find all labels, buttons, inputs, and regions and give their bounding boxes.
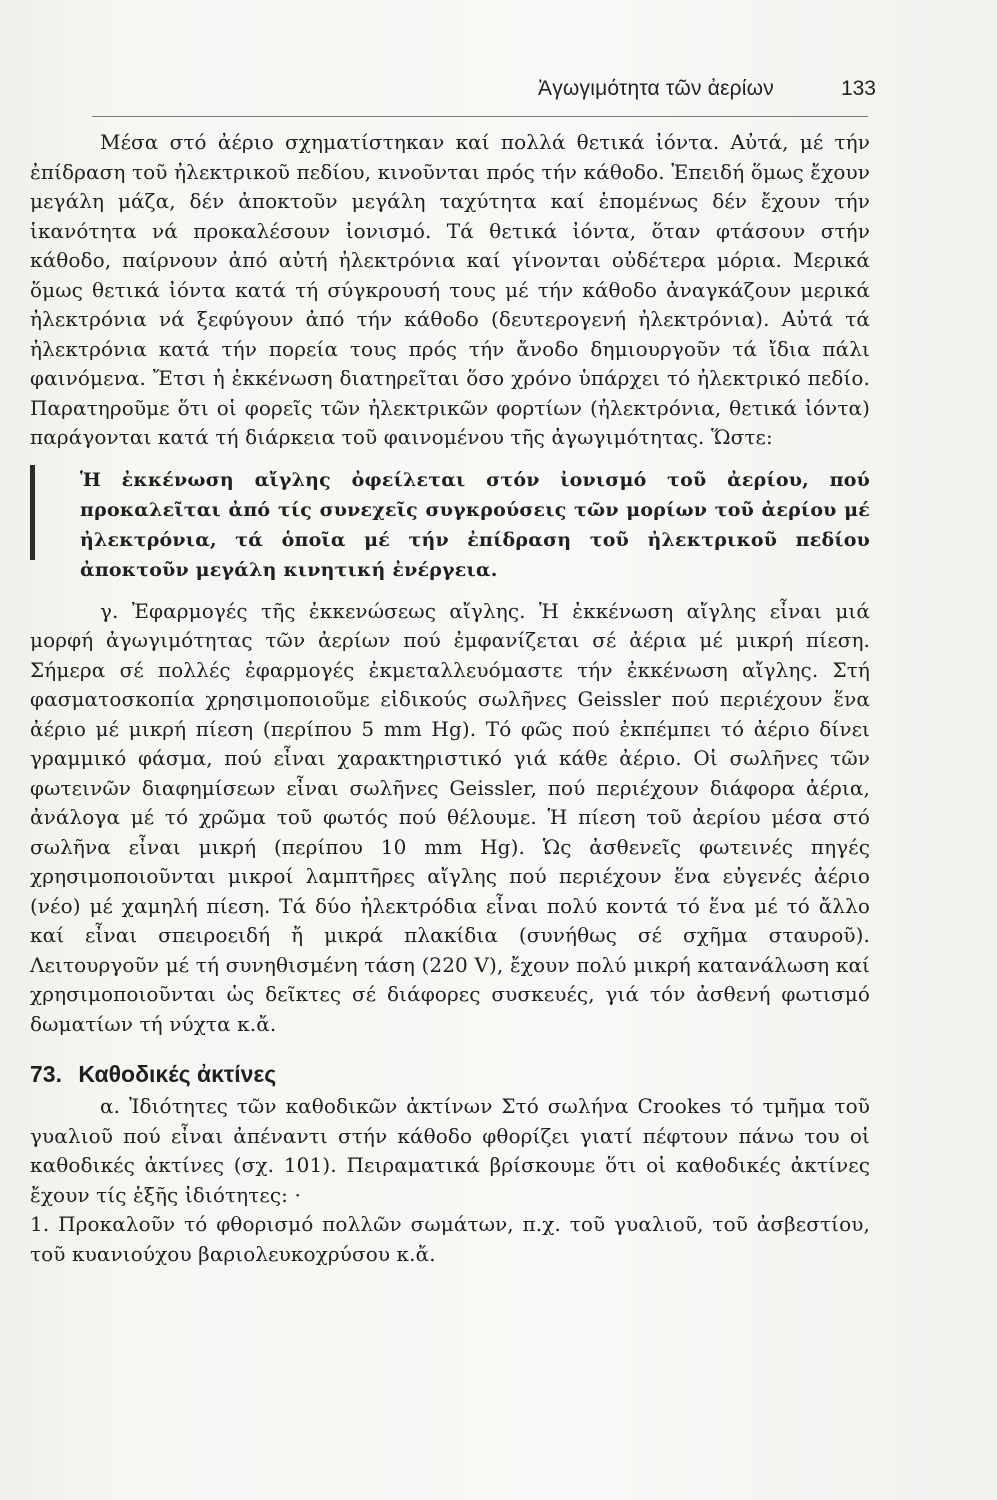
header-title: Ἀγωγιμότητα τῶν ἀερίων (538, 77, 774, 100)
highlight-bar (30, 465, 35, 560)
page-body (30, 128, 870, 1269)
header-rule (92, 116, 868, 117)
section-number: 73. (30, 1061, 62, 1087)
paragraph-1: Μέσα στό ἀέριο σχηματίστηκαν καί πολλά θετικά ἰόντα. Αὐτά, μέ τήν ἐπίδραση τοῦ ἠλεκτρικοῦ πεδίου, κινοῦνται πρός τήν κάθοδο. Ἐπειδή ὅμως ἔχουν μεγάλη μάζα, δέν ἀποκτοῦν μεγάλη ταχύτητα καί ἑπομένως δέν ἔχουν τήν ἱκανότητα νά προκαλέσουν ἰονισμό. Τά θετικά ἰόντα, ὅταν φτάσουν στήν κάθοδο, παίρνουν ἀπό αὐτή ἠλεκτρόνια καί γίνονται οὐδέτερα μόρια. Μερικά ὅμως θετικά ἰόντα κατά τή σύγκρουσή τους μέ τήν κάθοδο ἀναγκάζουν μερικά ἠλεκτρόνια νά ξεφύγουν ἀπό τήν κάθοδο (δευτερογενή ἠλεκτρόνια). Αὐτά τά ἠλεκτρόνια κατά τήν πορεία τους πρός τήν ἄνοδο δημιουργοῦν τά ἴδια πάλι φαινόμενα. Ἔτσι ἡ ἐκκένωση διατηρεῖται ὅσο χρόνο ὑπάρχει τό ἠλεκτρικό πεδίο. Παρατηροῦμε ὅτι οἱ φορεῖς τῶν ἠλεκτρικῶν φορτίων (ἠλεκτρόνια, θετικά ἰόντα) παράγονται κατά τή διάρκεια τοῦ φαινομένου τῆς ἀγωγιμότητας. Ὥστε: (30, 130, 870, 449)
page-header (520, 75, 880, 105)
highlight-box (30, 465, 870, 585)
section-heading (30, 1061, 870, 1088)
page-number: 133 (840, 77, 876, 100)
highlight-text: Ἡ ἐκκένωση αἴγλης ὀφείλεται στόν ἰονισμό τοῦ ἀερίου, πού προκαλεῖται ἀπό τίς συνεχεῖς συγκρούσεις τῶν μορίων τοῦ ἀερίου μέ ἠλεκτρόνια, τά ὁποῖα μέ τήν ἐπίδραση τοῦ ἠλεκτρικοῦ πεδίου ἀποκτοῦν μεγάλη κινητική ἐνέργεια. (80, 468, 870, 581)
paragraph-2: γ. Ἐφαρμογές τῆς ἐκκενώσεως αἴγλης. Ἡ ἐκκένωση αἴγλης εἶναι μιά μορφή ἀγωγιμότητας τῶν ἀερίων πού ἐμφανίζεται σέ ἀέρια μέ μικρή πίεση. Σήμερα σέ πολλές ἐφαρμογές ἐκμεταλλευόμαστε τήν ἐκκένωση αἴγλης. Στή φασματοσκοπία χρησιμοποιοῦμε εἰδικούς σωλῆνες Geissler πού περιέχουν ἕνα ἀέριο μέ μικρή πίεση (περίπου 5 mm Hg). Τό φῶς πού ἐκπέμπει τό ἀέριο δίνει γραμμικό φάσμα, πού εἶναι χαρακτηριστικό γιά κάθε ἀέριο. Οἱ σωλῆνες τῶν φωτεινῶν διαφημίσεων εἶναι σωλῆνες Geissler, πού περιέχουν διάφορα ἀέρια, ἀνάλογα μέ τό χρῶμα τοῦ φωτός πού θέλουμε. Ἡ πίεση τοῦ ἀερίου μέσα στό σωλῆνα εἶναι μικρή (περίπου 10 mm Hg). Ὡς ἀσθενεῖς φωτεινές πηγές χρησιμοποιοῦνται μικροί λαμπτῆρες αἴγλης πού περιέχουν ἕνα εὐγενές ἀέριο (νέο) μέ χαμηλή πίεση. Τά δύο ἠλεκτρόδια εἶναι πολύ κοντά τό ἕνα μέ τό ἄλλο καί εἶναι σπειροειδή ἤ μικρά πλακίδια (συνήθως σέ σχῆμα σταυροῦ). Λειτουργοῦν μέ τή συνηθισμένη τάση (220 V), ἔχουν πολύ μικρή κατανάλωση καί χρησιμοποιοῦνται ὡς δεῖκτες σέ διάφορες συσκευές, γιά τόν ἀσθενή φωτισμό δωματίων τή νύχτα κ.ἄ. (30, 598, 870, 1036)
paragraph-3: α. Ἰδιότητες τῶν καθοδικῶν ἀκτίνων Στό σωλήνα Crookes τό τμῆμα τοῦ γυαλιοῦ πού εἶναι ἀπέναντι στήν κάθοδο φθορίζει γιατί πέφτουν πάνω του οἱ καθοδικές ἀκτίνες (σχ. 101). Πειραματικά βρίσκουμε ὅτι οἱ καθοδικές ἀκτίνες ἔχουν τίς ἑξῆς ἰδιότητες: · (30, 1094, 870, 1207)
list-item-1: 1. Προκαλοῦν τό φθορισμό πολλῶν σωμάτων, π.χ. τοῦ γυαλιοῦ, τοῦ ἀσβεστίου, τοῦ κυανιούχου βαριολευκοχρύσου κ.ἄ. (30, 1212, 870, 1266)
section-title-text: Καθοδικές ἀκτίνες (78, 1061, 277, 1087)
